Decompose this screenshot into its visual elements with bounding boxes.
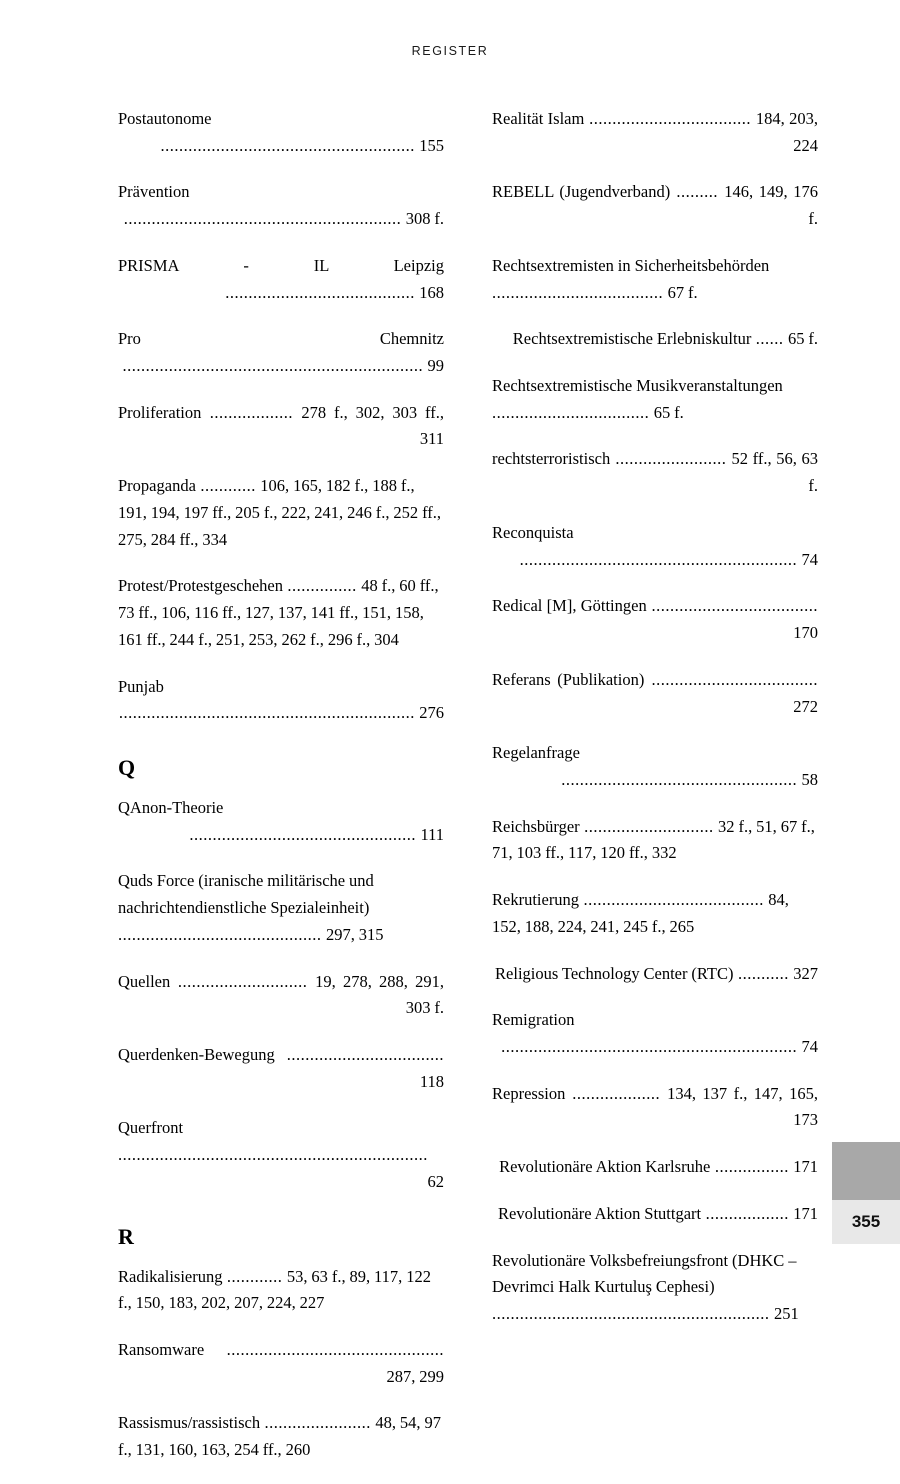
index-pages: 134, 137 f., 147, 165, 173 xyxy=(667,1083,818,1130)
index-entry xyxy=(492,446,818,499)
index-term: Protest/Protestgeschehen xyxy=(118,576,283,596)
index-term: Rechtsextremistische Musikveranstaltungen xyxy=(492,376,783,396)
index-term: Reichsbürger xyxy=(492,816,580,836)
index-pages: 62 xyxy=(427,1171,444,1191)
index-term: QAnon-Theorie xyxy=(118,797,224,817)
index-entry xyxy=(118,1115,444,1195)
index-pages: 32 f., 51, 67 f., 71, 103 ff., 117, 120 ff., 332 xyxy=(492,816,815,863)
index-pages: 52 ff., 56, 63 f. xyxy=(731,449,818,496)
index-entry xyxy=(118,1410,444,1463)
index-pages: 65 f. xyxy=(653,402,684,422)
index-entry xyxy=(492,373,818,426)
index-term: Reconquista xyxy=(492,522,574,542)
index-term: Rechtsextremisten in Sicherheitsbehörden xyxy=(492,255,770,275)
index-entry xyxy=(118,179,444,232)
index-entry xyxy=(492,740,818,793)
leader-dots: ............................................................ xyxy=(492,1304,774,1323)
index-entry xyxy=(492,1081,818,1134)
index-term: Punjab xyxy=(118,676,164,696)
index-term: Redical [M], Göttingen xyxy=(492,596,647,616)
index-pages: 48, 54, 97 f., 131, 160, 163, 254 ff., 260 xyxy=(118,1413,441,1460)
index-term: REBELL (Jugendverband) xyxy=(492,182,671,202)
index-pages: 118 xyxy=(419,1071,444,1091)
leader-dots: ................................................................ xyxy=(118,703,420,723)
leader-dots: .................................. xyxy=(492,402,654,422)
index-entry xyxy=(492,961,818,988)
leader-dots: ............ xyxy=(222,1266,287,1286)
leader-dots: ............ xyxy=(195,476,261,496)
index-pages: 287, 299 xyxy=(386,1366,444,1386)
index-pages: 171 xyxy=(793,1157,818,1177)
index-term: Realität Islam xyxy=(492,109,585,128)
leader-dots: ............................................................ xyxy=(123,209,406,229)
index-term: Revolutionäre Volksbefreiungsfront (DHKC – Devrimci Halk Kurtuluş Cephesi) xyxy=(492,1250,797,1297)
index-pages: 74 xyxy=(801,549,818,569)
index-term: Rekrutierung xyxy=(492,890,580,910)
index-entry xyxy=(118,1337,444,1390)
leader-dots: ...... xyxy=(751,329,788,349)
index-pages: 111 xyxy=(420,824,444,844)
index-entry xyxy=(492,1201,818,1228)
index-pages: 297, 315 xyxy=(325,924,384,944)
index-pages: 146, 149, 176 f. xyxy=(724,182,818,229)
leader-dots: ....................................................... xyxy=(160,135,420,155)
index-pages: 48 f., 60 ff., 73 ff., 106, 116 ff., 127, 137, 141 ff., 151, 158, 161 ff., 244 f., 251, 253, 262 f., 296 f., 304 xyxy=(118,576,439,649)
index-pages: 171 xyxy=(793,1203,818,1223)
index-term: Quellen xyxy=(118,971,171,991)
index-columns xyxy=(118,106,818,1484)
index-term: Repression xyxy=(492,1083,566,1103)
index-entry xyxy=(118,969,444,1022)
index-term: Proliferation xyxy=(118,402,202,422)
index-pages: 170 xyxy=(793,623,818,643)
index-pages: 99 xyxy=(427,356,444,376)
index-entry xyxy=(118,400,444,453)
leader-dots: ............................................ xyxy=(118,924,326,944)
letter-heading-r: R xyxy=(118,1223,134,1249)
index-entry xyxy=(492,667,818,720)
leader-dots: ......... xyxy=(670,182,725,202)
leader-dots: ..................................... xyxy=(492,282,668,302)
running-head: REGISTER xyxy=(411,44,489,58)
index-entry xyxy=(492,593,818,646)
index-entry xyxy=(492,520,818,573)
index-entry xyxy=(118,868,444,948)
index-entry xyxy=(118,1042,444,1095)
leader-dots: ............... xyxy=(282,576,362,596)
right-column xyxy=(492,106,818,1484)
leader-dots: ................................................................ xyxy=(501,1036,802,1056)
index-pages: 65 f. xyxy=(787,329,818,349)
leader-dots: .................................. xyxy=(274,1044,444,1064)
index-entry xyxy=(492,326,818,353)
index-term: Propaganda xyxy=(118,476,196,496)
index-pages: 327 xyxy=(793,963,818,983)
leader-dots: ................................................. xyxy=(189,824,421,844)
index-term: Postautonome xyxy=(118,109,212,128)
leader-dots: ................................................................. xyxy=(122,356,428,376)
leader-dots: ................ xyxy=(710,1157,794,1177)
leader-dots: ............................ xyxy=(170,971,316,991)
leader-dots: .................................... xyxy=(644,669,818,689)
index-term: Quds Force (iranische militärische und nachrichtendienstliche Spezialeinheit) xyxy=(118,871,374,918)
index-entry xyxy=(118,253,444,306)
index-pages: 308 f. xyxy=(405,209,444,229)
index-term: Revolutionäre Aktion Karlsruhe xyxy=(499,1157,711,1177)
index-pages: 155 xyxy=(419,135,444,155)
index-term: Prävention xyxy=(118,182,190,202)
index-term: Remigration xyxy=(492,1010,575,1030)
leader-dots: ............................ xyxy=(579,816,719,836)
leader-dots: ....................... xyxy=(260,1413,376,1433)
index-term: PRISMA - IL Leipzig xyxy=(118,255,444,275)
left-column xyxy=(118,106,444,1484)
leader-dots: ....................................... xyxy=(579,890,769,910)
index-term: Religious Technology Center (RTC) xyxy=(495,963,734,983)
index-entry xyxy=(118,674,444,727)
index-pages: 272 xyxy=(793,696,818,716)
index-term: Revolutionäre Aktion Stuttgart xyxy=(498,1203,702,1223)
index-term: Rechtsextremistische Erlebniskultur xyxy=(512,329,752,349)
index-entry xyxy=(492,1248,818,1328)
index-pages: 278 f., 302, 303 ff., 311 xyxy=(301,402,444,449)
index-pages: 84, 152, 188, 224, 241, 245 f., 265 xyxy=(492,890,789,936)
index-term: Querfront xyxy=(118,1118,184,1138)
index-entry xyxy=(492,106,818,159)
leader-dots: ................................... xyxy=(584,109,756,128)
index-term: Rassismus/rassistisch xyxy=(118,1413,261,1433)
index-entry xyxy=(492,1007,818,1060)
index-pages: 184, 203, 224 xyxy=(755,109,818,155)
index-pages: 74 xyxy=(801,1036,818,1056)
index-pages: 106, 165, 182 f., 188 f., 191, 194, 197 ff., 205 f., 222, 241, 246 f., 252 ff., 275, 284 ff., 334 xyxy=(118,476,442,549)
index-entry xyxy=(118,795,444,848)
index-term: Regelanfrage xyxy=(492,743,580,763)
leader-dots: ......................................... xyxy=(225,282,420,302)
leader-dots: .................. xyxy=(201,402,302,422)
index-pages: 251 xyxy=(773,1304,799,1323)
index-pages: 168 xyxy=(419,282,444,302)
page-number: 355 xyxy=(832,1200,900,1244)
index-pages: 67 f. xyxy=(667,282,698,302)
leader-dots: ................................................... xyxy=(561,769,802,789)
leader-dots: ........................ xyxy=(610,449,732,469)
index-entry xyxy=(118,1264,444,1317)
index-pages: 276 xyxy=(419,703,444,723)
leader-dots: ............................................................ xyxy=(519,549,802,569)
index-pages: 53, 63 f., 89, 117, 122 f., 150, 183, 202, 207, 224, 227 xyxy=(118,1266,431,1313)
index-entry xyxy=(118,326,444,379)
index-term: Radikalisierung xyxy=(118,1266,223,1286)
leader-dots: ................... xyxy=(565,1083,668,1103)
leader-dots: .................. xyxy=(701,1203,794,1223)
leader-dots: .................................... xyxy=(646,596,818,616)
index-entry xyxy=(118,106,444,159)
index-entry xyxy=(492,179,818,232)
index-entry xyxy=(492,253,818,306)
index-pages: 58 xyxy=(801,769,818,789)
leader-dots: ................................................................... xyxy=(118,1145,428,1165)
page-edge-marker xyxy=(832,1142,900,1200)
index-entry xyxy=(118,573,444,653)
index-term: Pro Chemnitz xyxy=(118,329,444,349)
leader-dots: ............................................... xyxy=(204,1340,444,1359)
index-entry xyxy=(492,1154,818,1181)
letter-heading-q: Q xyxy=(118,754,136,780)
index-entry xyxy=(118,473,444,553)
index-term: Ransomware xyxy=(118,1340,205,1359)
index-term: Referans (Publikation) xyxy=(492,669,645,689)
index-term: rechtsterroristisch xyxy=(492,449,611,469)
leader-dots: ........... xyxy=(733,963,794,983)
index-pages: 19, 278, 288, 291, 303 f. xyxy=(315,971,444,1018)
index-entry xyxy=(492,814,818,867)
index-term: Querdenken-Bewegung xyxy=(118,1044,275,1064)
index-entry xyxy=(492,887,818,940)
